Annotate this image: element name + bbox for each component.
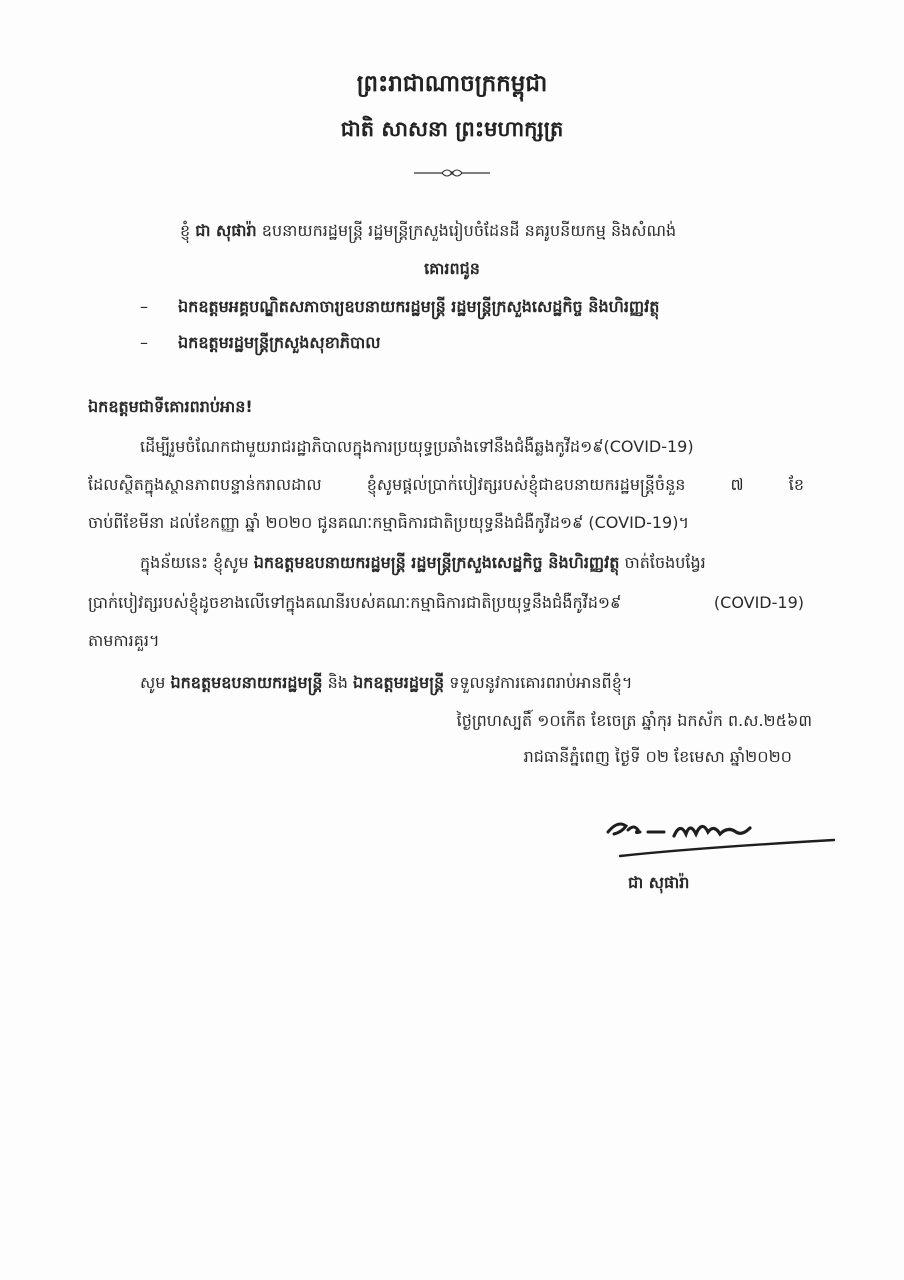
- paragraph1-line1: ដើម្បីរួមចំណែកជាមួយរាជរដ្ឋាភិបាលក្នុងការប្រយុទ្ធប្រឆាំងទៅនឹងជំងឺឆ្លងកូវីដ១៩(COVID-19): [140, 437, 694, 456]
- ornament-divider-icon: [412, 166, 492, 180]
- paragraph2-line1: [140, 552, 706, 574]
- recipient-1: ឯកឧត្តមអគ្គបណ្ឌិតសភាចារ្យឧបនាយករដ្ឋមន្ត្រី រដ្ឋមន្ត្រីក្រសួងសេដ្ឋកិច្ច និងហិរញ្ញវត្ថុ: [178, 297, 660, 316]
- date-solar: រាជធានីភ្នំពេញ ថ្ងៃទី ០២ ខែមេសា ឆ្នាំ២០២០: [523, 747, 792, 766]
- respectfully-to: គោរពជូន: [424, 259, 480, 278]
- paragraph1-line3: ចាប់ពីខែមីនា ដល់ខែកញ្ញា ឆ្នាំ ២០២០ ជូនគណៈកម្មាធិការជាតិប្រយុទ្ធនឹងជំងឺកូវីដ១៩ (COVID-19)។: [88, 513, 690, 532]
- recipient-2: ឯកឧត្តមរដ្ឋមន្ត្រីក្រសួងសុខាភិបាល: [178, 333, 381, 352]
- closing-bold1: ឯកឧត្តមឧបនាយករដ្ឋមន្ត្រី: [170, 673, 323, 692]
- paragraph2-line3: តាមការគួរ។: [88, 631, 160, 650]
- paragraph2-end: ចាត់ចែងបង្វែរ: [624, 553, 706, 572]
- sender-pronoun: ខ្ញុំ: [180, 221, 191, 240]
- national-motto: ជាតិ សាសនា ព្រះមហាក្សត្រ: [340, 117, 564, 141]
- kingdom-heading: ព្រះរាជាណាចក្រកម្ពុជា: [356, 71, 548, 97]
- recipient-dash: –: [140, 333, 148, 352]
- sender-name: ជា សុផារ៉ា: [195, 221, 257, 240]
- paragraph1-line2: ដែលស្ថិតក្នុងស្ថានភាពបន្ទាន់ករាលដាល ខ្ញុំសូមផ្តល់ប្រាក់បៀវត្សរបស់ខ្ញុំជាឧបនាយករដ្ឋមន្ត្រីចំនួន ៧ ខែ: [88, 475, 804, 494]
- closing-line: [140, 672, 632, 694]
- date-lunar: ថ្ងៃព្រហស្បតិ៍ ១០កើត ខែចេត្រ ឆ្នាំកុរ ឯកស័ក ព.ស.២៥៦៣: [456, 711, 812, 730]
- signatory-name: ជា សុផារ៉ា: [628, 873, 690, 892]
- recipient-dash: –: [140, 297, 148, 316]
- sender-line: [180, 220, 676, 242]
- sender-title: ឧបនាយករដ្ឋមន្ត្រី រដ្ឋមន្ត្រីក្រសួងរៀបចំដែនដី នគរូបនីយកម្ម និងសំណង់: [261, 221, 677, 240]
- closing-please: សូម: [140, 673, 166, 692]
- closing-bold2: ឯកឧត្តមរដ្ឋមន្ត្រី: [353, 673, 445, 692]
- paragraph2-start: ក្នុងន័យនេះ ខ្ញុំសូម: [140, 553, 249, 572]
- closing-and: និង: [327, 673, 348, 692]
- handwritten-signature-icon: [604, 812, 840, 868]
- salutation: ឯកឧត្តមជាទីគោរពរាប់អាន!: [88, 397, 253, 416]
- paragraph2-line2: ប្រាក់បៀវត្សរបស់ខ្ញុំដូចខាងលើទៅក្នុងគណនីរបស់គណៈកម្មាធិការជាតិប្រយុទ្ធនឹងជំងឺកូវីដ១៩ (COVID-19): [88, 593, 804, 612]
- closing-rest: ទទួលនូវការគោរពរាប់អានពីខ្ញុំ។: [449, 673, 633, 692]
- paragraph2-bold: ឯកឧត្តមឧបនាយករដ្ឋមន្ត្រី រដ្ឋមន្ត្រីក្រសួងសេដ្ឋកិច្ច និងហិរញ្ញវត្ថុ: [253, 553, 620, 572]
